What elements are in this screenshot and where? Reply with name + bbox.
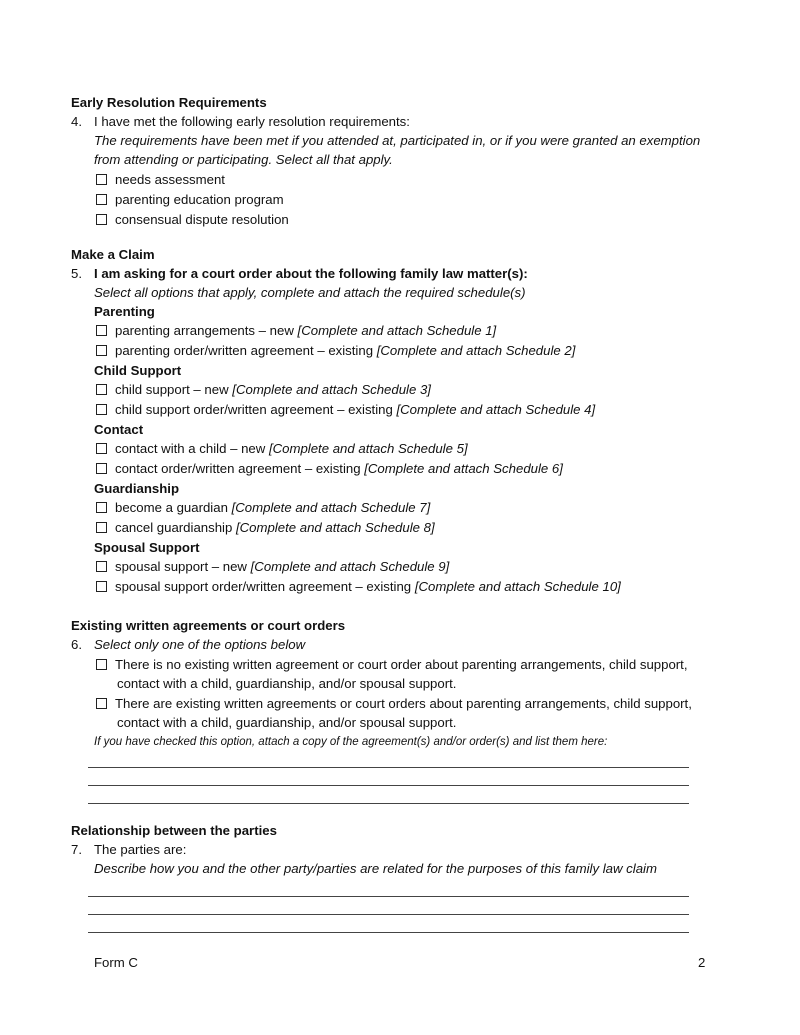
claim-option-contact-new[interactable] [96,440,468,458]
checkbox[interactable] [96,174,107,185]
option-label: contact with a child – new [115,441,269,456]
answer-line[interactable] [88,932,689,933]
claim-option-cancel-guardianship[interactable] [96,519,435,537]
claim-option-become-guardian[interactable] [96,499,430,517]
option-label: parenting arrangements – new [115,323,298,338]
existing-option-none-line2: contact with a child, guardianship, and/or spousal support. [117,676,457,691]
option-label: parenting education program [115,192,284,207]
schedule-note: [Complete and attach Schedule 3] [232,382,431,397]
existing-option-exists[interactable] [96,695,692,713]
section-heading-existing-agreements: Existing written agreements or court orders [71,618,346,633]
item-number-6: 6. [71,637,82,652]
group-title-guardianship: Guardianship [94,481,179,496]
early-option-parenting-education[interactable] [96,191,284,209]
option-label: cancel guardianship [115,520,236,535]
checkbox[interactable] [96,561,107,572]
option-label: spousal support – new [115,559,251,574]
option-label: contact order/written agreement – existing [115,461,365,476]
attach-note: If you have checked this option, attach a copy of the agreement(s) and/or order(s) and list them here: [94,736,608,748]
early-resolution-note-line1: The requirements have been met if you attended at, participated in, or if you were granted an exemption [94,133,701,148]
section-heading-early-resolution: Early Resolution Requirements [71,95,267,110]
item-number-4: 4. [71,114,82,129]
early-option-needs-assessment[interactable] [96,171,225,189]
checkbox[interactable] [96,384,107,395]
group-title-spousal-support: Spousal Support [94,540,200,555]
option-label: There is no existing written agreement or court order about parenting arrangements, child support, [115,657,688,672]
option-label: There are existing written agreements or court orders about parenting arrangements, child support, [115,696,692,711]
footer-page-number: 2 [698,955,706,970]
schedule-note: [Complete and attach Schedule 4] [396,402,596,417]
answer-line[interactable] [88,914,689,915]
schedule-note: [Complete and attach Schedule 9] [250,559,450,574]
checkbox[interactable] [96,659,107,670]
checkbox[interactable] [96,698,107,709]
option-label: parenting order/written agreement – existing [115,343,377,358]
claim-option-contact-existing[interactable] [96,460,563,478]
claim-option-child-support-new[interactable] [96,381,431,399]
checkbox[interactable] [96,325,107,336]
section-heading-make-a-claim: Make a Claim [71,247,155,262]
claim-note: Select all options that apply, complete and attach the required schedule(s) [94,285,526,300]
option-label: consensual dispute resolution [115,212,289,227]
group-title-parenting: Parenting [94,304,155,319]
relationship-note: Describe how you and the other party/parties are related for the purposes of this family law claim [94,861,657,876]
existing-note: Select only one of the options below [94,637,306,652]
claim-option-parenting-new[interactable] [96,322,496,340]
option-label: become a guardian [115,500,232,515]
item-number-7: 7. [71,842,82,857]
existing-option-none[interactable] [96,656,688,674]
claim-option-parenting-existing[interactable] [96,342,575,360]
item-number-5: 5. [71,266,82,281]
relationship-question: The parties are: [94,842,187,857]
claim-option-spousal-support-existing[interactable] [96,578,621,596]
schedule-note: [Complete and attach Schedule 2] [376,343,576,358]
option-label: needs assessment [115,172,225,187]
checkbox[interactable] [96,404,107,415]
existing-option-exists-line2: contact with a child, guardianship, and/or spousal support. [117,715,457,730]
answer-line[interactable] [88,803,689,804]
group-title-child-support: Child Support [94,363,182,378]
answer-line[interactable] [88,896,689,897]
schedule-note: [Complete and attach Schedule 6] [364,461,563,476]
section-heading-relationship: Relationship between the parties [71,823,277,838]
option-label: child support order/written agreement – existing [115,402,397,417]
checkbox[interactable] [96,345,107,356]
option-label: child support – new [115,382,233,397]
checkbox[interactable] [96,522,107,533]
checkbox[interactable] [96,214,107,225]
early-resolution-note-line2: from attending or participating. Select all that apply. [94,152,393,167]
answer-line[interactable] [88,785,689,786]
schedule-note: [Complete and attach Schedule 10] [414,579,621,594]
footer-form-name: Form C [94,955,138,970]
early-resolution-question: I have met the following early resolution requirements: [94,114,410,129]
group-title-contact: Contact [94,422,144,437]
checkbox[interactable] [96,502,107,513]
checkbox[interactable] [96,463,107,474]
early-option-consensual-dispute[interactable] [96,211,289,229]
schedule-note: [Complete and attach Schedule 1] [297,323,497,338]
schedule-note: [Complete and attach Schedule 5] [268,441,468,456]
schedule-note: [Complete and attach Schedule 8] [235,520,435,535]
checkbox[interactable] [96,194,107,205]
claim-option-child-support-existing[interactable] [96,401,595,419]
checkbox[interactable] [96,443,107,454]
answer-line[interactable] [88,767,689,768]
claim-question: I am asking for a court order about the following family law matter(s): [94,266,528,281]
claim-option-spousal-support-new[interactable] [96,558,449,576]
option-label: spousal support order/written agreement – existing [115,579,415,594]
schedule-note: [Complete and attach Schedule 7] [231,500,431,515]
checkbox[interactable] [96,581,107,592]
